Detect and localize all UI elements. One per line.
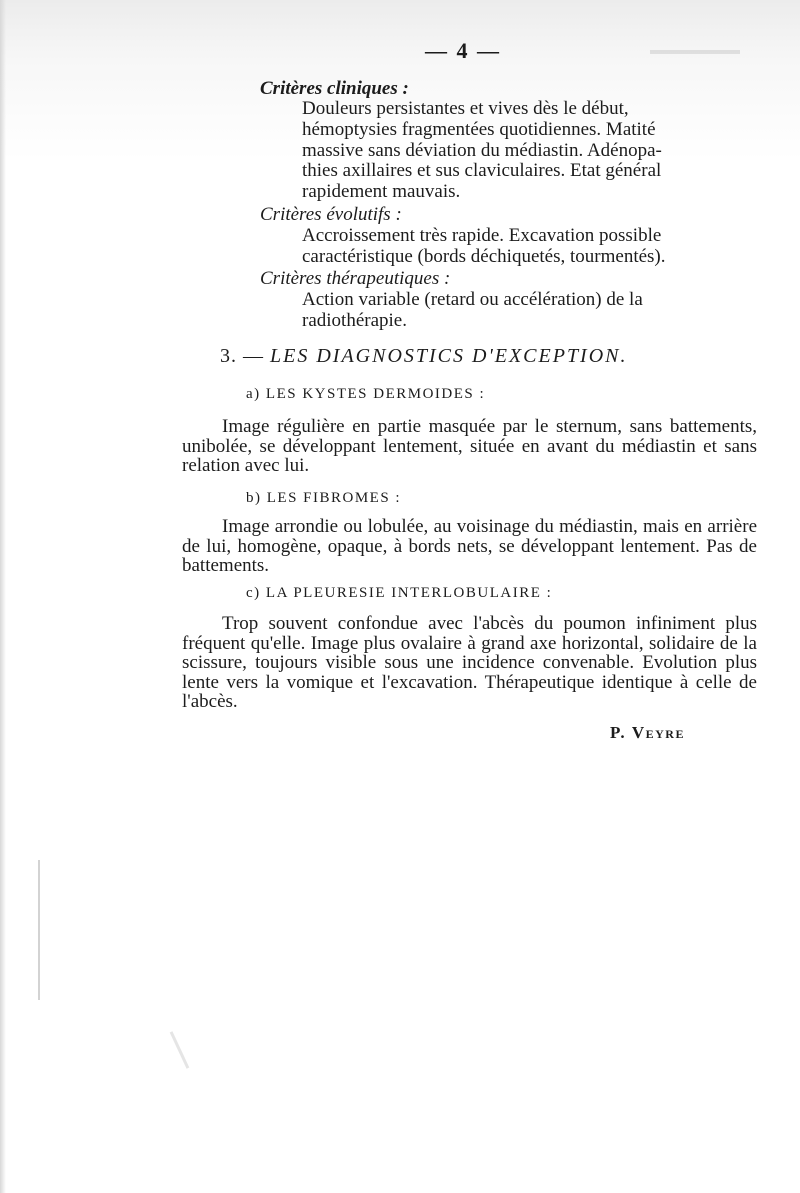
criteria-clinical-line: massive sans déviation du médiastin. Adénopa- — [302, 139, 662, 161]
scan-artifact-mark — [38, 860, 40, 1000]
criteria-therapeutic-line: Action variable (retard ou accélération) de la — [302, 289, 643, 310]
subsection-text-kystes: Image régulière en partie masquée par le sternum, sans battements, unibolée, se développant lentement, située en avant du médiastin et sans relation avec lui. — [182, 416, 757, 476]
subsection-heading-pleuresie: c) LA PLEURESIE INTERLOBULAIRE : — [246, 585, 553, 601]
author-signature — [610, 723, 685, 743]
criteria-evolution-body — [302, 226, 757, 268]
subsection-text-fibromes: Image arrondie ou lobulée, au voisinage du médiastin, mais en arrière de lui, homogène, opaque, à bords nets, se développant lentement. Pas de battements. — [182, 516, 757, 576]
criteria-clinical-body — [302, 99, 757, 203]
criteria-clinical-line: rapidement mauvais. — [302, 181, 461, 203]
criteria-therapeutic-line: radiothérapie. — [302, 309, 407, 331]
page-number: — 4 — — [425, 38, 501, 63]
criteria-therapeutic-body — [302, 290, 757, 332]
scan-edge-shadow — [0, 0, 6, 1193]
criteria-clinical-line: Douleurs persistantes et vives dès le début, — [302, 98, 629, 119]
criteria-therapeutic-title: Critères thérapeutiques : — [260, 268, 451, 289]
scan-artifact-mark — [650, 50, 740, 54]
criteria-evolution-line: Accroissement très rapide. Excavation possible — [302, 225, 662, 246]
subsection-heading-kystes: a) LES KYSTES DERMOIDES : — [246, 386, 486, 402]
section-heading — [220, 345, 628, 368]
subsection-heading-fibromes: b) LES FIBROMES : — [246, 490, 402, 506]
subsection-text-pleuresie: Trop souvent confondue avec l'abcès du poumon infiniment plus fréquent qu'elle. Image plus ovalaire à grand axe horizontal, solidaire de la scissure, toujours visible sous une incidence convenable. Evolution plus lente vers la vomique et l'excavation. Thérapeutique identique à celle de l'abcès. — [182, 613, 757, 712]
criteria-clinical-line: hémoptysies fragmentées quotidiennes. Matité — [302, 118, 656, 140]
criteria-evolution-title: Critères évolutifs : — [260, 204, 402, 225]
author-initial: P. — [610, 723, 627, 742]
criteria-clinical-line: thies axillaires et sus claviculaires. Etat général — [302, 160, 662, 182]
section-number: 3. — — [220, 345, 264, 367]
scan-artifact-mark — [170, 1031, 190, 1069]
author-name: Veyre — [631, 723, 685, 742]
criteria-evolution-line: caractéristique (bords déchiquetés, tourmentés). — [302, 245, 666, 267]
criteria-clinical-title: Critères cliniques : — [260, 78, 409, 99]
section-title: LES DIAGNOSTICS D'EXCEPTION. — [270, 345, 628, 367]
